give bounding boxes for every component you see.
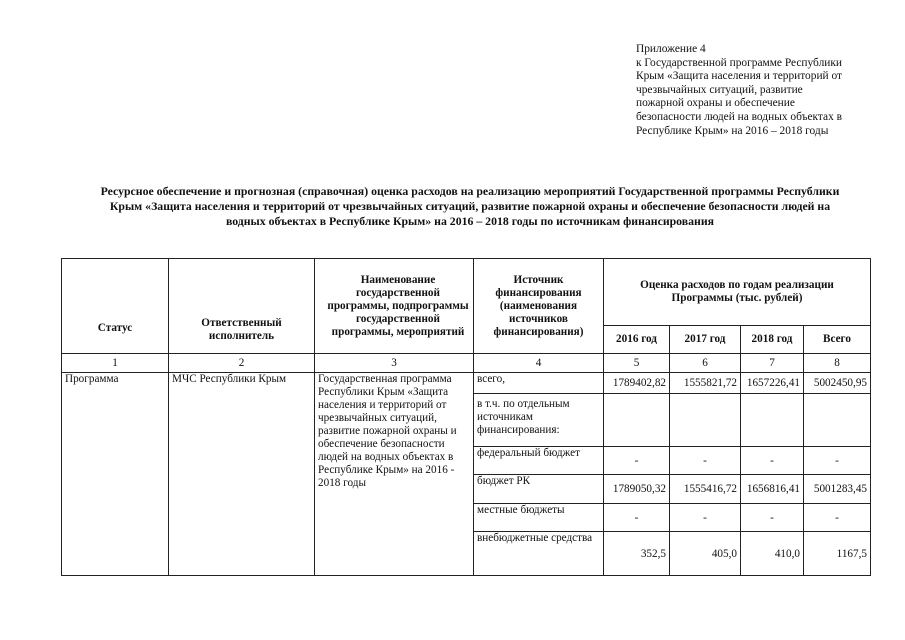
header-estimate: Оценка расходов по годам реализации Программы (тыс. рублей) bbox=[604, 259, 871, 326]
value-2017 bbox=[670, 394, 741, 447]
value-total: - bbox=[804, 447, 871, 475]
value-2016: 1789402,82 bbox=[604, 373, 670, 394]
appendix-line: Республике Крым» на 2016 – 2018 годы bbox=[636, 124, 829, 137]
title-line: водных объектах в Республике Крым» на 2016 – 2018 годы по источникам финансирования bbox=[225, 214, 715, 229]
value-total: 1167,5 bbox=[804, 532, 871, 576]
column-number: 8 bbox=[804, 354, 871, 373]
appendix-line: к Государственной программе Республики bbox=[636, 56, 842, 69]
value-total bbox=[804, 394, 871, 447]
value-2018: - bbox=[741, 504, 804, 532]
financing-table bbox=[61, 258, 871, 576]
source-cell: бюджет РК bbox=[474, 475, 604, 504]
appendix-line: чрезвычайных ситуаций, развитие bbox=[636, 83, 803, 96]
value-total: 5001283,45 bbox=[804, 475, 871, 504]
column-number: 1 bbox=[62, 354, 169, 373]
header-year-2017: 2017 год bbox=[670, 326, 741, 354]
appendix-line: Приложение 4 bbox=[636, 43, 706, 55]
header-executor: Ответственный исполнитель bbox=[169, 259, 315, 354]
source-cell: в т.ч. по отдельным источникам финансирования: bbox=[474, 394, 604, 447]
header-year-2016: 2016 год bbox=[604, 326, 670, 354]
value-total: - bbox=[804, 504, 871, 532]
value-total: 5002450,95 bbox=[804, 373, 871, 394]
value-2016: - bbox=[604, 447, 670, 475]
document-title bbox=[40, 184, 900, 230]
header-status: Статус bbox=[62, 259, 169, 354]
value-2017: 1555416,72 bbox=[670, 475, 741, 504]
column-number: 6 bbox=[670, 354, 741, 373]
status-cell: Программа bbox=[62, 373, 169, 576]
value-2017: 1555821,72 bbox=[670, 373, 741, 394]
value-2016 bbox=[604, 394, 670, 447]
value-2017: - bbox=[670, 447, 741, 475]
program-name-cell: Государственная программа Республики Крым «Защита населения и территорий от чрезвычайных ситуаций, развитие пожарной охраны и обеспечение безопасности людей на водных объектах в Республике Крым» на 2016 - 2018 годы bbox=[315, 373, 474, 576]
source-cell: всего, bbox=[474, 373, 604, 394]
appendix-line: Крым «Защита населения и территорий от bbox=[636, 70, 843, 83]
value-2017: 405,0 bbox=[670, 532, 741, 576]
title-line: Крым «Защита населения и территорий от чрезвычайных ситуаций, развитие пожарной охраны и обеспечение безопасности людей на bbox=[109, 199, 831, 214]
source-cell: внебюджетные средства bbox=[474, 532, 604, 576]
value-2018: 1656816,41 bbox=[741, 475, 804, 504]
header-source: Источник финансирования (наименования источников финансирования) bbox=[474, 259, 604, 354]
appendix-line: безопасности людей на водных объектах в bbox=[636, 110, 843, 123]
column-number-row bbox=[62, 354, 871, 373]
appendix-note bbox=[636, 43, 898, 138]
title-line: Ресурсное обеспечение и прогнозная (справочная) оценка расходов на реализацию мероприятий Государственной программы Республики bbox=[100, 184, 840, 198]
column-number: 5 bbox=[604, 354, 670, 373]
column-number: 3 bbox=[315, 354, 474, 373]
column-number: 4 bbox=[474, 354, 604, 373]
header-total: Всего bbox=[804, 326, 871, 354]
header-program: Наименование государственной программы, подпрограммы государственной программы, мероприятий bbox=[315, 259, 474, 354]
table-row bbox=[62, 373, 871, 394]
value-2018: 1657226,41 bbox=[741, 373, 804, 394]
source-cell: местные бюджеты bbox=[474, 504, 604, 532]
value-2017: - bbox=[670, 504, 741, 532]
column-number: 2 bbox=[169, 354, 315, 373]
value-2018: 410,0 bbox=[741, 532, 804, 576]
source-cell: федеральный бюджет bbox=[474, 447, 604, 475]
value-2016: 352,5 bbox=[604, 532, 670, 576]
column-number: 7 bbox=[741, 354, 804, 373]
value-2018 bbox=[741, 394, 804, 447]
executor-cell: МЧС Республики Крым bbox=[169, 373, 315, 576]
value-2016: - bbox=[604, 504, 670, 532]
appendix-line: пожарной охраны и обеспечение bbox=[636, 97, 795, 110]
value-2016: 1789050,32 bbox=[604, 475, 670, 504]
value-2018: - bbox=[741, 447, 804, 475]
header-year-2018: 2018 год bbox=[741, 326, 804, 354]
